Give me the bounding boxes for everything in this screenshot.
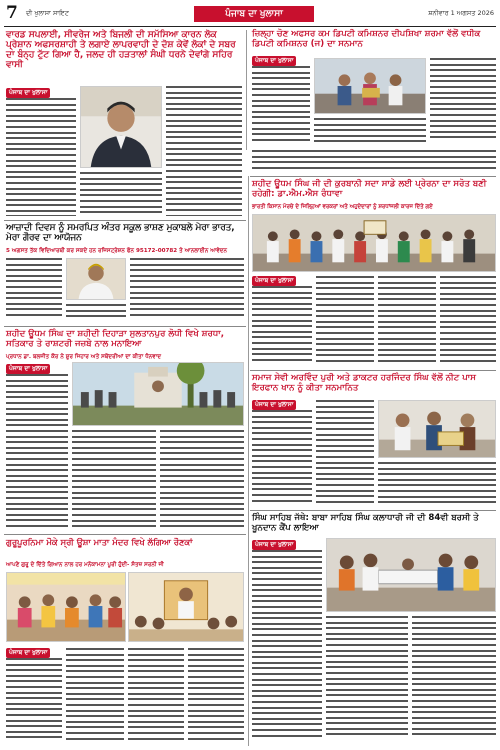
story-8-column-3	[128, 648, 184, 744]
story-2-column-3	[430, 58, 496, 146]
story-6-top-rule	[250, 370, 496, 371]
story-2-photo	[314, 58, 426, 114]
story-7-tag: ਪੰਜਾਬ ਦਾ ਖੁਲਾਸਾ	[252, 540, 296, 550]
date-line: ਸ਼ਨੀਵਾਰ 1 ਅਗਸਤ 2026	[428, 9, 494, 17]
story-4-subline: ਪ੍ਰਧਾਨ ਡਾ. ਬਲਜੀਤ ਕੌਰ ਨੇ ਸ਼ੂਰ ਜਿਹਾਰ ਅਤੇ ਸਥੋਂਦਰੀਆਂ ਦਾ ਕੀਤਾ ਧੰਨਵਾਦ	[6, 354, 162, 360]
story-3-headline: ਆਜ਼ਾਦੀ ਦਿਵਸ ਨੂੰ ਸਮਰਪਿਤ ਅੰਤਰ ਸਕੂਲ ਭਾਸ਼ਣ ਮੁਕਾਬਲੇ ਮੇਰਾ ਭਾਰਤ, ਮੇਰਾ ਗੌਰਵ ਦਾ ਆਯੋਜਨ	[6, 223, 235, 243]
story-6-photo	[378, 400, 496, 458]
story-3-top-rule	[4, 220, 246, 221]
story-5-top-rule	[250, 176, 496, 177]
story-3-photo	[66, 258, 126, 300]
story-5-headline: ਸ਼ਹੀਦ ਊਧਮ ਸਿੰਘ ਜੀ ਦੀ ਕੁਰਬਾਨੀ ਸਦਾ ਸਾਡੇ ਲਈ ਪ੍ਰੇਰਨਾ ਦਾ ਸਰੋਤ ਬਣੀ ਰਹੇਗੀ: ਡਾ.ਐਮ.ਐਸ ਰੰਧਾਵਾ	[252, 179, 487, 199]
story-7-column-2	[326, 616, 408, 744]
story-8-column-4	[188, 648, 244, 744]
section-title: ਪੰਜਾਬ ਦਾ ਖੁਲਾਸਾ	[194, 6, 314, 22]
story-1-column-1	[6, 98, 76, 216]
story-4-tag: ਪੰਜਾਬ ਦਾ ਖੁਲਾਸਾ	[6, 364, 50, 374]
story-7-camp-photo	[326, 538, 496, 612]
paper-name: ਦੀ ਖੁਲਾਸਾ ਸਾਇਟ	[26, 9, 69, 17]
story-4-column-3	[160, 430, 244, 530]
story-1-headline: ਵਾਰਡ ਸਪਲਾਈ, ਸੀਵਰੇਜ ਅਤੇ ਬਿਜਲੀ ਦੀ ਸਮੱਸਿਆ ਕਾਰਨ ਲੋਕ ਪ੍ਰੇਸ਼ਾਨ ਅਫਸਰਸ਼ਾਹੀ ਤੇ ਲਗਾਏ ਲਾਪਰਵਾਹੀ ਦੇ ਦੋਸ਼ ਕੇਵੇਂ ਲੋਕਾਂ ਦੇ ਸਬਰ ਦਾ ਬੰਨ੍ਹ ਟੁੱਟ ਗਿਆ ਹੈ, ਜਲਦ ਹੀ ਹੜਤਾਲਾਂ ਸੰਘੀ ਧਰਨੇ ਦੇਵਾਂਗੇ ਸਹਿਰ ਵਾਸੀ	[6, 30, 236, 71]
story-6-tag: ਪੰਜਾਬ ਦਾ ਖੁਲਾਸਾ	[252, 400, 296, 410]
story-1-tag: ਪੰਜਾਬ ਦਾ ਖੁਲਾਸਾ	[6, 88, 50, 98]
story-7-headline: ਸਿੰਘ ਸਾਹਿਬ ਜੱਥੇ: ਬਾਬਾ ਸਾਹਿਬ ਸਿੰਘ ਕਲਾਧਾਰੀ ਜੀ ਦੀ 84ਵੀ ਬਰਸੀ ਤੇ ਖੂਨਦਾਨ ਕੈਂਪ ਲਾਇਆ	[252, 513, 479, 533]
story-8-top-rule	[4, 534, 246, 535]
story-1-column-2	[166, 86, 242, 216]
story-4-memorial-photo	[72, 362, 244, 426]
story-2-continued	[252, 150, 496, 174]
story-2-tag: ਪੰਜਾਬ ਦਾ ਖੁਲਾਸਾ	[252, 56, 296, 66]
page-number: 7	[6, 3, 18, 23]
story-4-headline: ਸ਼ਹੀਦ ਊਧਮ ਸਿੰਘ ਦਾ ਸ਼ਹੀਦੀ ਦਿਹਾੜਾ ਸੁਲਤਾਨਪੁਰ ਲੋਧੀ ਵਿਖੇ ਸ਼ਰਧਾ, ਸਤਿਕਾਰ ਤੇ ਰਾਸ਼ਟਰੀ ਜਜ਼ਬੇ ਨਾਲ ਮਨਾਇਆ	[6, 329, 224, 349]
story-8-photo-left	[6, 572, 126, 642]
story-5-tag: ਪੰਜਾਬ ਦਾ ਖੁਲਾਸਾ	[252, 276, 296, 286]
story-6-column-1	[252, 410, 312, 506]
story-5-column-2	[316, 276, 374, 366]
story-8-headline: ਗੁਰੂਪੂਰਨਿਮਾ ਮੌਕੇ ਸ੍ਰੀ ਊਸ਼ਾ ਮਾਤਾ ਮੰਦਰ ਵਿਖੇ ਲੱਗਿਆ ਰੌਣਕਾਂ	[6, 537, 193, 547]
story-5-subline: ਭਾਰਤੀ ਕਿਸਾਨ ਮੋਰਚੇ ਦੇ ਜਿਲ੍ਹਿਆਂ ਵਰਕਰਾਂ ਅਤੇ ਅਹੁਦੇਦਾਰਾਂ ਨੂੰ ਸ਼ਰਧਾਂਜਲੀ ਕਾਰਜ ਦਿੱਤੇ ਗਏ	[252, 204, 433, 210]
story-2-column-2	[314, 118, 426, 146]
story-7-column-1	[252, 550, 322, 744]
story-8-photo-right	[128, 572, 244, 642]
center-column-divider	[248, 176, 249, 746]
story-8-column-2	[66, 648, 124, 744]
story-3-column-2	[130, 258, 244, 322]
story-3-column-3	[66, 304, 126, 322]
story-3-subline: 5 ਅਗਸਤ ਤੱਕ ਵਿਦਿਆਰਥੀ ਕਰ ਸਕਦੇ ਹਨ ਰਜਿਸਟ੍ਰੇਸ਼ਨ ਫੋਨ 95172-00782 ਤੇ ਆਨਲਾਈਨ ਆਵੇਦਨ	[6, 248, 228, 254]
story-7-column-3	[412, 616, 496, 744]
story-1-column-3	[80, 172, 162, 216]
header-rule	[4, 26, 496, 27]
story-6-column-3	[378, 462, 496, 506]
story-5-column-4	[440, 276, 496, 366]
page-header	[4, 3, 496, 25]
story-5-group-photo	[252, 214, 496, 272]
story-4-top-rule	[4, 326, 246, 327]
story-6-headline: ਸਮਾਜ ਸੇਵੀ ਅਰਵਿੰਦ ਪੁਰੀ ਅਤੇ ਡਾਕਟਰ ਹਰਜਿੰਦਰ ਸਿੰਘ ਵੱਲੋਂ ਨੀਟ ਪਾਸ ਇਰਫਾਨ ਖਾਨ ਨੂੰ ਕੀਤਾ ਸਨਮਾਨਿਤ	[252, 373, 476, 393]
story-5-column-1	[252, 286, 312, 366]
story-6-column-2	[316, 400, 374, 506]
story-2-column-1	[252, 66, 310, 146]
story-4-column-1	[6, 374, 68, 530]
story-8-tag: ਪੰਜਾਬ ਦਾ ਖੁਲਾਸਾ	[6, 648, 50, 658]
story-2-headline: ਜ਼ਿਲ੍ਹਾ ਚੋਣ ਅਫਸਰ ਕਮ ਡਿਪਟੀ ਕਮਿਸ਼ਨਰ ਦੀਪਸ਼ਿਖਾ ਸ਼ਰਮਾ ਵੱਲੋਂ ਵਧੀਕ ਡਿਪਟੀ ਕਮਿਸ਼ਨਰ (ਜ) ਦਾ ਸਨਮਾਨ	[252, 29, 481, 49]
story-5-column-3	[378, 276, 436, 366]
story-8-subline: ਆਪਣੇ ਗੁਰੂ ਦੇ ਦਿੱਤੇ ਗਿਆਨ ਨਾਲ ਹਰ ਮਨੋਕਾਮਨਾ ਪੂਰੀ ਹੁੰਦੀ- ਸੰਤਜ਼ ਸਰਨੀ ਜੀ	[6, 562, 164, 568]
story-3-column-1	[6, 258, 62, 322]
column-divider	[246, 30, 247, 150]
story-7-top-rule	[250, 510, 496, 511]
story-8-column-1	[6, 658, 62, 744]
story-4-column-2	[72, 430, 156, 530]
story-1-portrait-photo	[80, 86, 162, 168]
